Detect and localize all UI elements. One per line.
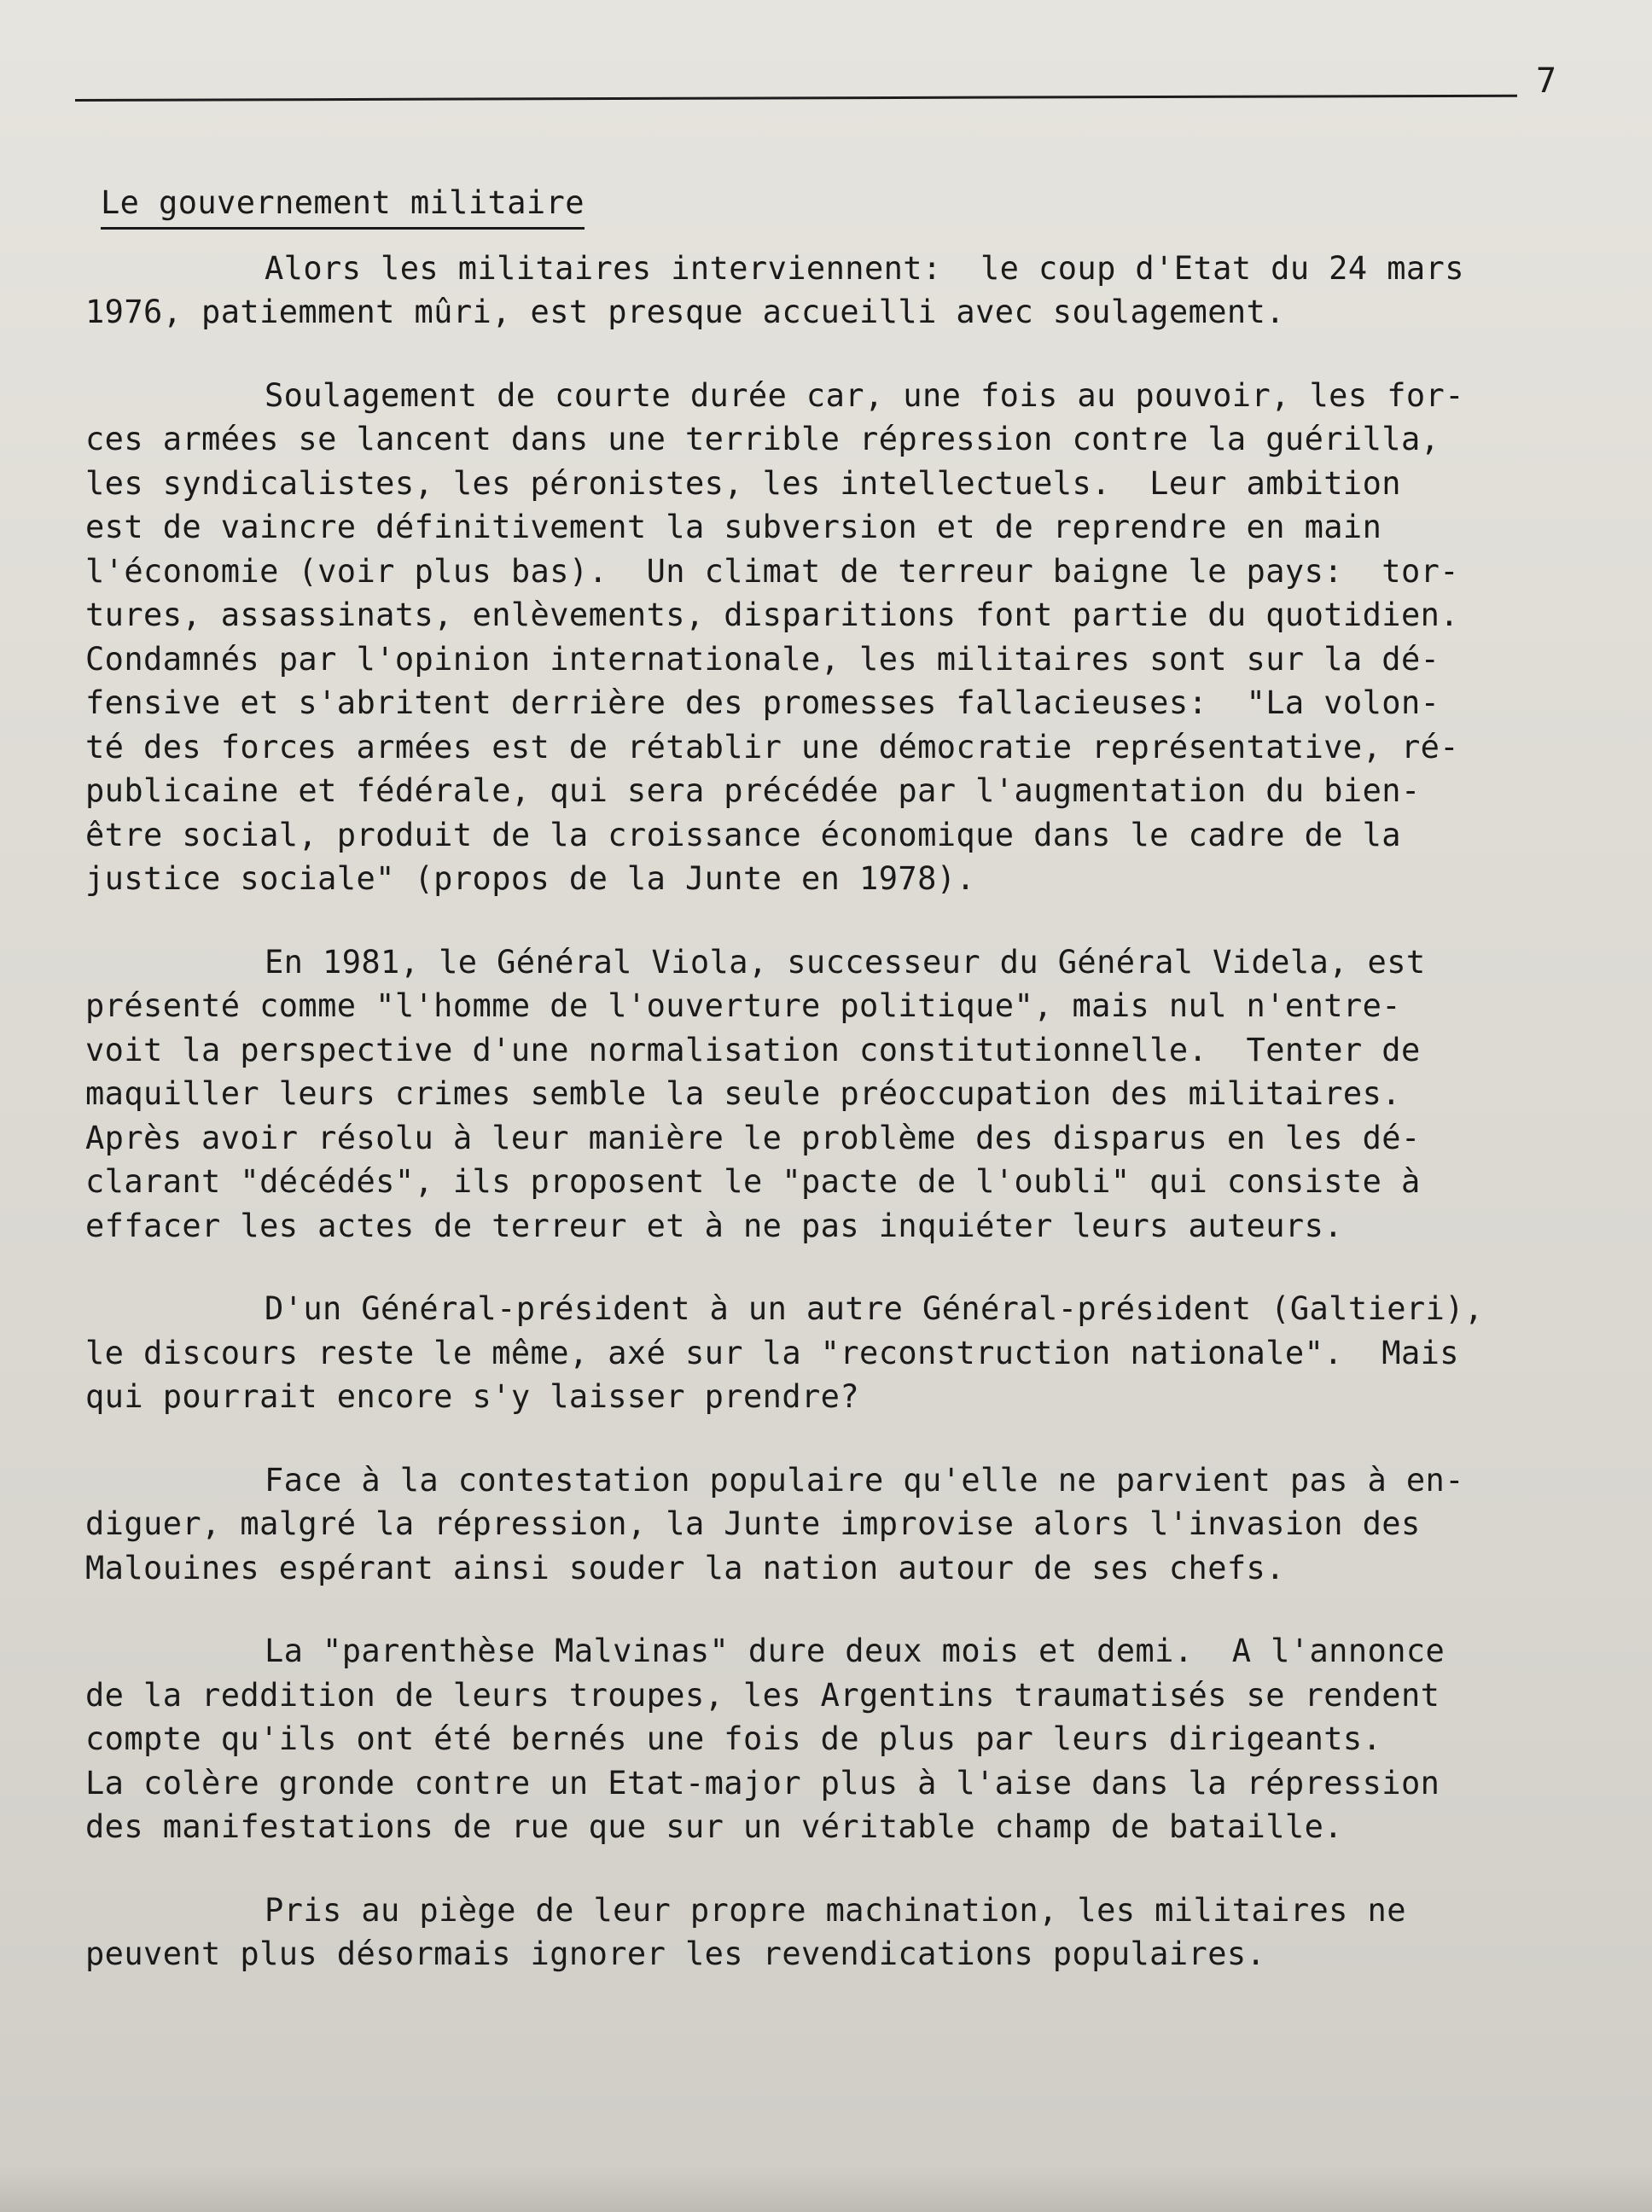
text-line: effacer les actes de terreur et à ne pas inquiéter leurs auteurs. [85, 1207, 1343, 1244]
paragraph [85, 1629, 1621, 1849]
text-line: Soulagement de courte durée car, une fois au pouvoir, les for- [265, 376, 1464, 414]
text-line: voit la perspective d'une normalisation constitutionnelle. Tenter de [85, 1031, 1421, 1068]
text-line: ces armées se lancent dans une terrible répression contre la guérilla, [85, 421, 1440, 457]
paragraph [85, 1889, 1621, 1976]
page-number: 7 [1536, 61, 1557, 101]
text-line: fensive et s'abritent derrière des promesses fallacieuses: "La volon- [85, 684, 1440, 721]
text-line: de la reddition de leurs troupes, les Argentins traumatisés se rendent [85, 1676, 1440, 1714]
text-line: être social, produit de la croissance économique dans le cadre de la [85, 816, 1401, 853]
text-line: des manifestations de rue que sur un véritable champ de bataille. [85, 1808, 1343, 1845]
text-line: En 1981, le Général Viola, successeur du Général Videla, est [265, 943, 1426, 981]
text-line: Face à la contestation populaire qu'elle ne parvient pas à en- [265, 1461, 1464, 1499]
text-line: présenté comme "l'homme de l'ouverture politique", mais nul n'entre- [85, 987, 1401, 1024]
text-line: peuvent plus désormais ignorer les revendications populaires. [85, 1936, 1266, 1972]
text-line: est de vaincre définitivement la subversion et de reprendre en main [85, 509, 1382, 545]
text-line: le discours reste le même, axé sur la "reconstruction nationale". Mais [85, 1334, 1459, 1371]
section-heading: Le gouvernement militaire [101, 181, 585, 230]
text-line: clarant "décédés", ils proposent le "pacte de l'oubli" qui consiste à [85, 1163, 1421, 1200]
text-line: l'économie (voir plus bas). Un climat de terreur baigne le pays: tor- [85, 552, 1459, 590]
paragraph-list [85, 247, 1621, 1976]
text-line: Alors les militaires interviennent: le coup d'Etat du 24 mars [265, 249, 1464, 287]
page-shadow [0, 2168, 1652, 2212]
paragraph [85, 247, 1621, 335]
paragraph [85, 1287, 1621, 1419]
text-line: diguer, malgré la répression, la Junte improvise alors l'invasion des [85, 1505, 1421, 1542]
body-text [85, 181, 1621, 2016]
text-line: té des forces armées est de rétablir une démocratie représentative, ré- [85, 728, 1459, 765]
paragraph [85, 374, 1621, 901]
text-line: D'un Général-président à un autre Général-président (Galtieri), [265, 1290, 1484, 1327]
text-line: compte qu'ils ont été bernés une fois de plus par leurs dirigeants. [85, 1720, 1382, 1757]
text-line: qui pourrait encore s'y laisser prendre? [85, 1378, 860, 1415]
text-line: tures, assassinats, enlèvements, disparitions font partie du quotidien. [85, 597, 1459, 633]
text-line: 1976, patiemment mûri, est presque accueilli avec soulagement. [85, 294, 1285, 330]
text-line: La "parenthèse Malvinas" dure deux mois et demi. A l'annonce [265, 1633, 1446, 1669]
text-line: Après avoir résolu à leur manière le problème des disparus en les dé- [85, 1119, 1421, 1156]
text-line: publicaine et fédérale, qui sera précédée par l'augmentation du bien- [85, 772, 1421, 809]
text-line: Malouines espérant ainsi souder la nation autour de ses chefs. [85, 1549, 1285, 1586]
header-rule [75, 95, 1517, 102]
text-line: Pris au piège de leur propre machination, les militaires ne [265, 1891, 1406, 1929]
text-line: La colère gronde contre un Etat-major plus à l'aise dans la répression [85, 1764, 1440, 1802]
paragraph [85, 1458, 1621, 1591]
text-line: maquiller leurs crimes semble la seule préoccupation des militaires. [85, 1075, 1401, 1112]
text-line: justice sociale" (propos de la Junte en 1978). [85, 860, 976, 897]
text-line: les syndicalistes, les péronistes, les intellectuels. Leur ambition [85, 464, 1401, 502]
paragraph [85, 940, 1621, 1249]
text-line: Condamnés par l'opinion internationale, les militaires sont sur la dé- [85, 640, 1440, 678]
